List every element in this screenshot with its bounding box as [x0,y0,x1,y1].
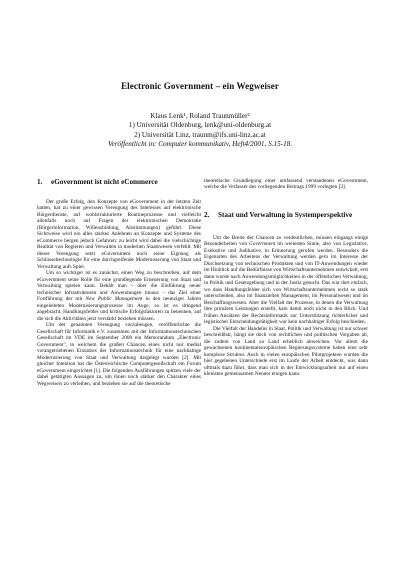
left-paragraph-2-text-a: Um so wichtiger ist es zunächst, einen Weg zu beschreiben, auf dem eGovernment seine Rolle für eine grundlegende Erneuerung von Staat und Verwaltung spielen kann. Behält man – über die Einführung neuer technischer Infrastrukturen und Anwendungen hinaus – das Ziel einer Fortführung der mit [37,270,201,303]
affiliation-2: 2) Universität Linz, traunm@ifs.uni-linz.ac.at [134,130,266,139]
right-column [204,178,368,378]
right-continuation: theoretische Grundlegung einer umfassend verstandenen eGovernment, welche die Verfasser des vorliegenden Beitrags 1999 vorlegten [3]. [204,178,368,191]
section-1-number: 1. [37,178,43,186]
right-paragraph-1-text-a: Um die Breite der Chancen zu verdeutlichen, müssen eingangs einige Besonderheiten von [204,234,368,248]
right-paragraph-1 [204,235,368,326]
section-2-number: 2. [204,210,210,219]
left-paragraph-2 [37,270,201,322]
spacer [204,191,368,211]
right-paragraph-1-emphasis: Government [249,241,276,248]
section-2-heading [204,211,368,220]
paper-title: Electronic Government – ein Wegweiser [121,81,279,91]
left-paragraph-1: Der große Erfolg, den Konzepte von eGovernment in der letzten Zeit hatten, hat zu einer gewissen Verengung des Interesses auf elektronische Bürgerdienste, auf wohlstrukturierte Routineprozesse und vielleicht allenfalls noch auf Fragen der elektronischen Demokratie (Bürgerinformation, Willensbildung, Abstimmungen) geführt. Diese Sichtweise wird ein alles starkes Anlehnen an Konzepte und Systeme des eCommerce bergen jedoch Gefahren: zu leicht wird dabei die vielschichtige Realität von Regieren und Verwalten in modernen Staatswesen verfehlt. Mit dieser Verengung setzt eGovernment noch seine Eignung als Schlüsseltechnologie für eine durchgreifende Modernisierung von Staat und Verwaltung aufs Spiel. [37,199,201,270]
author-block [0,112,400,150]
right-paragraph-1-text-b: im weitesten Sinne, also von Legislative, Exekutive und Judikative, in Erinnerung gerufen werden. Besonders die Eigenarten des Arbeitens der Verwaltung werden gern im Interesse der Durchsetzung von technischen Produkten und von IT-Anwendungen wieder im Hinblick auf die Bedürfnisse von Wirtschaftsunternehmen entwickelt, erst dann wurde nach Anwendungsmöglichkeiten in der öffentlichen Verwaltung, in Politik und Gesetzgebung und in der Justiz gesucht. Das war dort einfach, wo dass Handlungsfelder sich von Wirtschaftsunternehmen nicht so stark unterscheiden, also im finanziellen Management, im Personalwesen und im Beschaffungswesen. Aber die Vielfalt der Prozesse, in denen die Verwaltung ihre primären Leistungen erstellt, kam damit noch nicht in den Blick. Und frühen Ansätzen der Rechtsinformatik zur Unterstützung richterlicher und legistischer Entscheidungstätigkeit war kein nachhaltiger Erfolg beschieden. [204,241,368,326]
affiliation-1: 1) Universität Oldenburg, lenk@uni-oldenburg.at [128,121,272,130]
right-paragraph-2: Die Vielfalt der Handelns in Staat, Politik und Verwaltung ist nur schwer beschreibbar, hängt sie doch von rechtlichen und politischen Vorgaben ab, die zudem von Land zu Land erheblich abweichen. Vor allem die gewachsenen kontinentaleuropäischen Regierungssysteme haben eine sehr komplexe Struktur. Auch in vielen europäischen Pilotprojekten wurden die hier gegebenen Unterschiede erst im Laufe der Arbeit entdeckt, was dann oftmals dazu führt, dass man sich in der Entwicklungsarbeit nur auf einen kleinsten gemeinsamen Nenner einigen kann. [204,325,368,378]
left-paragraph-2-text-b: in den neunziger Jahren eingeleiteten Modernisierungsprozesse im Auge, so ist es dringend angebracht, Handlungsfelder und kritische Erfolgsfaktoren zu benennen, auf die sich die Aktivitäten jetzt verstärkt beziehen müssen. [37,296,202,322]
publication-note: Veröffentlicht in: Computer kommunikativ, Heft4/2001, S.15-18. [107,140,293,149]
section-2-title: Staat und Verwaltung in Systemperspektive [218,210,353,219]
section-1-title: eGovernment ist nicht eCommerce [51,178,158,186]
left-column [37,178,201,387]
section-1-heading [37,178,201,187]
author-names: Klaus Lenk¹, Roland Traunmüller² [150,112,250,120]
left-paragraph-2-emphasis: New Public Management [85,296,143,303]
left-paragraph-3: Um der genannten Verengung vorzubeugen, veröffentlichte die Gesellschaft für Informatik e.V. zusammen mit der Informationstechnischen Gesellschaft im VDE im September 2000 ein Memorandum „Electronic Government", in welchem die großen Chancen eines nicht nur medial vorangetriebenen Einsatzes der Informationstechnik für eine nachhaltige Modernisierung von Staat und Verwaltung dargelegt wurden [2]. Mit gleicher Intention hat die Österreichische Computergesellschaft ein Forum eGovernment eingerichtet [1]. Die folgenden Ausführungen spitzen viele der dabei getätigten Aussagen zu, um ihnen noch stärker den Charakter eines Wegweisers zu verleihen, und beziehen sie auf die theoretische [37,322,201,387]
